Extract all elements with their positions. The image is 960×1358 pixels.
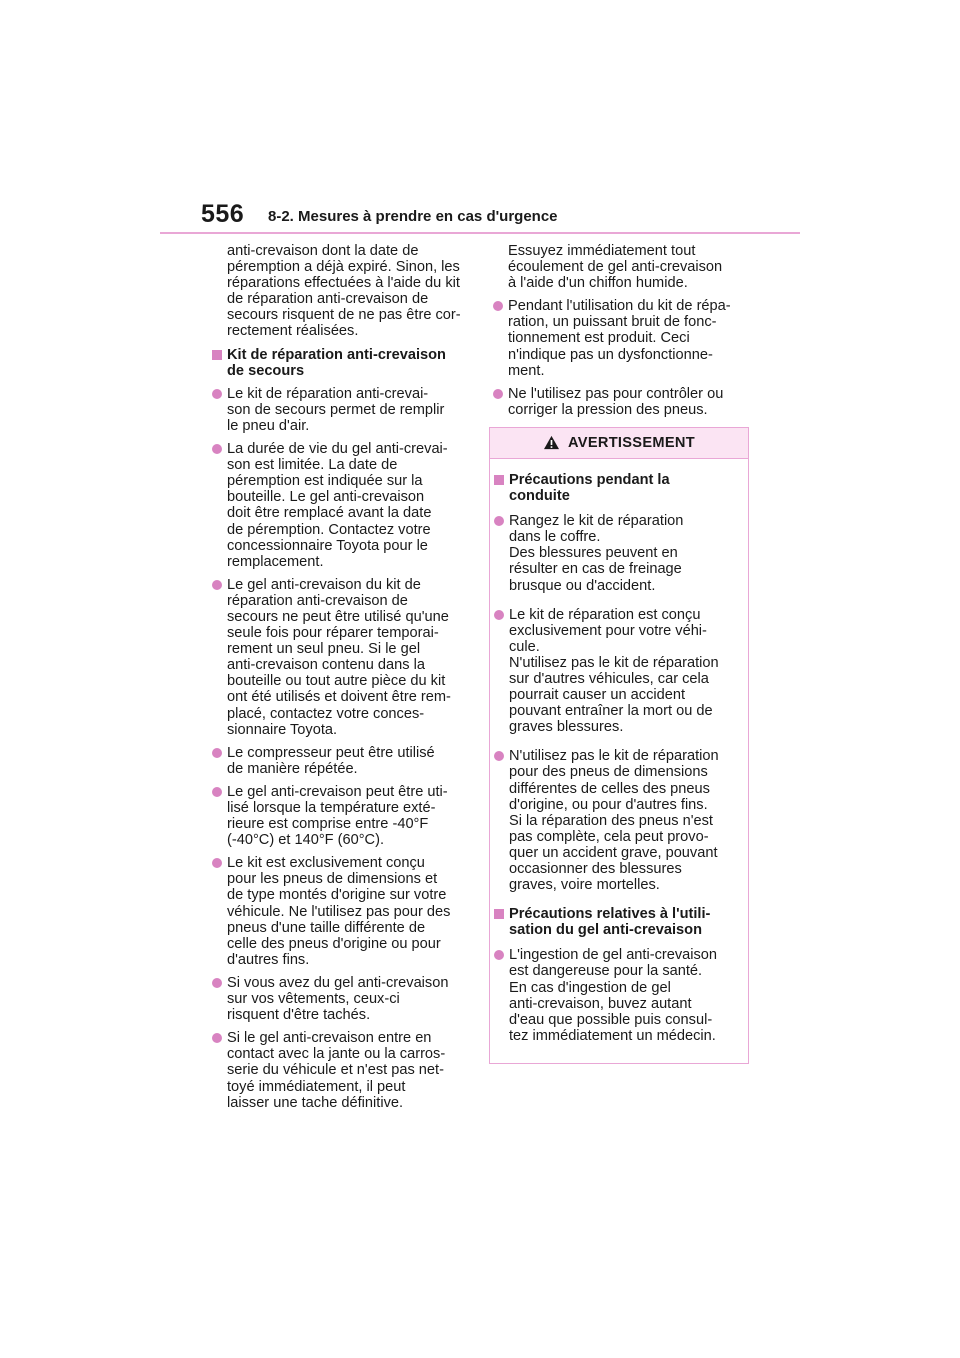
list-item-text: Le kit de réparation est conçu exclusivement pour votre véhi- cule. N'utilisez pas le kit de réparation sur d'autres véhicules, car cela pourrait causer un accident pouvant entraîner la mort ou de graves blessures. xyxy=(509,606,719,736)
list-item-text: La durée de vie du gel anti-crevai- son est limitée. La date de péremption est indiquée sur la bouteille. Le gel anti-crevaison doit être remplacé avant la date de péremption. Contactez votre concessionnaire Toyota pour le remplacement. xyxy=(227,441,448,570)
list-item xyxy=(212,386,480,434)
list-item xyxy=(493,298,753,378)
list-item-text: Le kit de réparation anti-crevai- son de secours permet de remplir le pneu d'air. xyxy=(227,385,445,434)
page-number: 556 xyxy=(201,200,245,228)
round-bullet-icon xyxy=(212,978,222,988)
warning-header xyxy=(490,428,748,459)
intro-paragraph: anti-crevaison dont la date de péremption a déjà expiré. Sinon, les réparations effectuées à l'aide du kit de réparation anti-crevaison de secours risquent de ne pas être cor- rectement réalisées. xyxy=(227,243,461,340)
warning-heading-gel xyxy=(494,906,738,938)
continuation-paragraph: Essuyez immédiatement tout écoulement de gel anti-crevaison à l'aide d'un chiffon humide. xyxy=(508,243,723,292)
list-item xyxy=(212,577,480,738)
list-item xyxy=(212,855,480,968)
round-bullet-icon xyxy=(212,787,222,797)
round-bullet-icon xyxy=(494,950,504,960)
list-item-text: Ne l'utilisez pas pour contrôler ou corriger la pression des pneus. xyxy=(508,385,724,418)
list-item xyxy=(212,784,480,848)
heading-text: Kit de réparation anti-crevaison de secours xyxy=(227,346,446,379)
warning-triangle-icon xyxy=(543,435,560,450)
warning-heading-driving xyxy=(494,472,738,504)
section-title: 8-2. Mesures à prendre en cas d'urgence xyxy=(268,208,558,225)
warning-box xyxy=(489,427,749,1064)
section-heading-repair-kit xyxy=(212,347,480,379)
list-item-text: Rangez le kit de réparation dans le coffre. Des blessures peuvent en résulter en cas de freinage brusque ou d'accident. xyxy=(509,513,684,594)
list-item xyxy=(494,607,738,736)
round-bullet-icon xyxy=(212,748,222,758)
round-bullet-icon xyxy=(494,516,504,526)
heading-text: Précautions pendant la conduite xyxy=(509,471,670,505)
list-item xyxy=(212,441,480,570)
list-item xyxy=(494,748,738,893)
list-item-text: N'utilisez pas le kit de réparation pour des pneus de dimensions différentes de celles des pneus d'origine, ou pour d'autres fins. Si la réparation des pneus n'est pas complète, cela peut provo- quer un accident grave, pouvant occasionner des blessures graves, voire mortelles. xyxy=(509,748,719,894)
left-column xyxy=(212,243,480,1118)
list-item-text: Le gel anti-crevaison du kit de réparation anti-crevaison de secours ne peut être utilisé qu'une seule fois pour réparer temporai- rement un seul pneu. Si le gel anti-crevaison contenu dans la bouteille ou tout autre pièce du kit ont été utilisés et doivent être rem- placé, contactez votre conces- sionnaire Toyota. xyxy=(227,576,451,738)
list-item xyxy=(494,513,738,593)
list-item-text: L'ingestion de gel anti-crevaison est dangereuse pour la santé. En cas d'ingestion de gel anti-crevaison, buvez autant d'eau que possible puis consul- tez immédiatement un médecin. xyxy=(509,947,718,1044)
warning-title: AVERTISSEMENT xyxy=(568,434,695,451)
round-bullet-icon xyxy=(493,301,503,311)
warning-body xyxy=(490,459,748,1063)
square-bullet-icon xyxy=(494,475,504,485)
list-item xyxy=(212,975,480,1023)
list-item xyxy=(212,745,480,777)
list-item-text: Si vous avez du gel anti-crevaison sur vos vêtements, ceux-ci risquent d'être tachés. xyxy=(227,974,449,1024)
list-item xyxy=(494,947,738,1044)
list-item-text: Pendant l'utilisation du kit de répa- ration, un puissant bruit de fonc- tionnement est produit. Ceci n'indique pas un dysfonctionne- ment. xyxy=(508,298,731,379)
list-item-text: Le kit est exclusivement conçu pour les pneus de dimensions et de type montés d'origine sur votre véhicule. Ne l'utilisez pas pour des pneus d'une taille différente de celle des pneus d'origine ou pour d'autres fins. xyxy=(227,855,451,968)
square-bullet-icon xyxy=(494,909,504,919)
list-item-text: Le compresseur peut être utilisé de manière répétée. xyxy=(227,744,435,777)
list-item-text: Le gel anti-crevaison peut être uti- lisé lorsque la température exté- rieure est comprise entre -40°F (-40°C) et 140°F (60°C). xyxy=(227,783,448,849)
header-rule xyxy=(160,232,800,234)
round-bullet-icon xyxy=(212,444,222,454)
list-item-text: Si le gel anti-crevaison entre en contact avec la jante ou la carros- serie du véhicule et n'est pas net- toyé immédiatement, il peut laisser une tache définitive. xyxy=(227,1030,446,1111)
round-bullet-icon xyxy=(212,1033,222,1043)
round-bullet-icon xyxy=(493,389,503,399)
square-bullet-icon xyxy=(212,350,222,360)
round-bullet-icon xyxy=(212,580,222,590)
right-column xyxy=(493,243,753,1064)
list-item xyxy=(212,1030,480,1110)
heading-text: Précautions relatives à l'utili- sation du gel anti-crevaison xyxy=(509,906,711,939)
round-bullet-icon xyxy=(494,751,504,761)
round-bullet-icon xyxy=(494,610,504,620)
round-bullet-icon xyxy=(212,858,222,868)
list-item xyxy=(493,386,753,418)
round-bullet-icon xyxy=(212,389,222,399)
